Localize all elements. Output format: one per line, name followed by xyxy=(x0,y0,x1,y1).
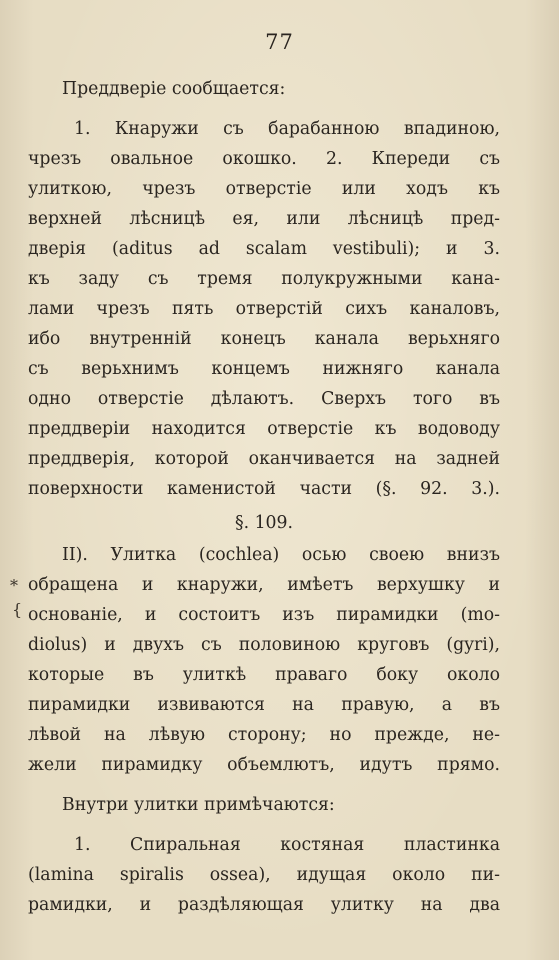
margin-asterisk: * xyxy=(10,576,18,595)
text-line: diolus) и двухъ съ половиною круговъ (gyri), xyxy=(28,635,500,655)
page-number: 77 xyxy=(265,30,294,54)
text-line: преддверіи находится отверстіе къ водоводу xyxy=(28,419,500,439)
text-line: дверія (aditus ad scalam vestibuli); и 3. xyxy=(28,239,500,259)
text-line: поверхности каменистой части (§. 92. 3.). xyxy=(28,479,500,499)
text-line: II). Улитка (cochlea) осью своею внизъ xyxy=(62,545,500,565)
text-line: ибо внутренній конецъ канала верьхняго xyxy=(28,329,500,349)
text-line: съ верьхнимъ концемъ нижняго канала xyxy=(28,359,500,379)
text-line: Преддверіе сообщается: xyxy=(62,79,286,99)
text-line: преддверія, которой оканчивается на задней xyxy=(28,449,500,469)
text-line: лами чрезъ пять отверстій сихъ каналовъ, xyxy=(28,299,500,319)
text-line: пирамидки извиваются на правую, а въ xyxy=(28,695,500,715)
text-line: основаніе, и состоитъ изъ пирамидки (mo- xyxy=(28,605,500,625)
text-line: (lamina spiralis ossea), идущая около пи- xyxy=(28,865,500,885)
text-line: къ заду съ тремя полукружными кана- xyxy=(28,269,500,289)
text-line: верхней лѣсницѣ ея, или лѣсницѣ пред- xyxy=(28,209,500,229)
section-heading: §. 109. xyxy=(234,513,294,533)
text-line: обращена и кнаружи, имѣетъ верхушку и xyxy=(28,575,500,595)
text-line: 1. Спиральная костяная пластинка xyxy=(74,835,500,855)
text-line: чрезъ овальное окошко. 2. Кпереди съ xyxy=(28,149,500,169)
text-line: одно отверстіе дѣлаютъ. Сверхъ того въ xyxy=(28,389,500,409)
text-line: лѣвой на лѣвую сторону; но прежде, не- xyxy=(28,725,500,745)
text-line: которые въ улиткѣ праваго боку около xyxy=(28,665,500,685)
text-line: Внутри улитки примѣчаются: xyxy=(62,795,335,815)
text-line: жели пирамидку объемлютъ, идутъ прямо. xyxy=(28,755,500,775)
margin-brace: { xyxy=(12,600,23,619)
text-line: 1. Кнаружи съ барабанною впадиною, xyxy=(74,119,500,139)
text-line: рамидки, и раздѣляющая улитку на два xyxy=(28,895,500,915)
text-line: улиткою, чрезъ отверстіе или ходъ къ xyxy=(28,179,500,199)
